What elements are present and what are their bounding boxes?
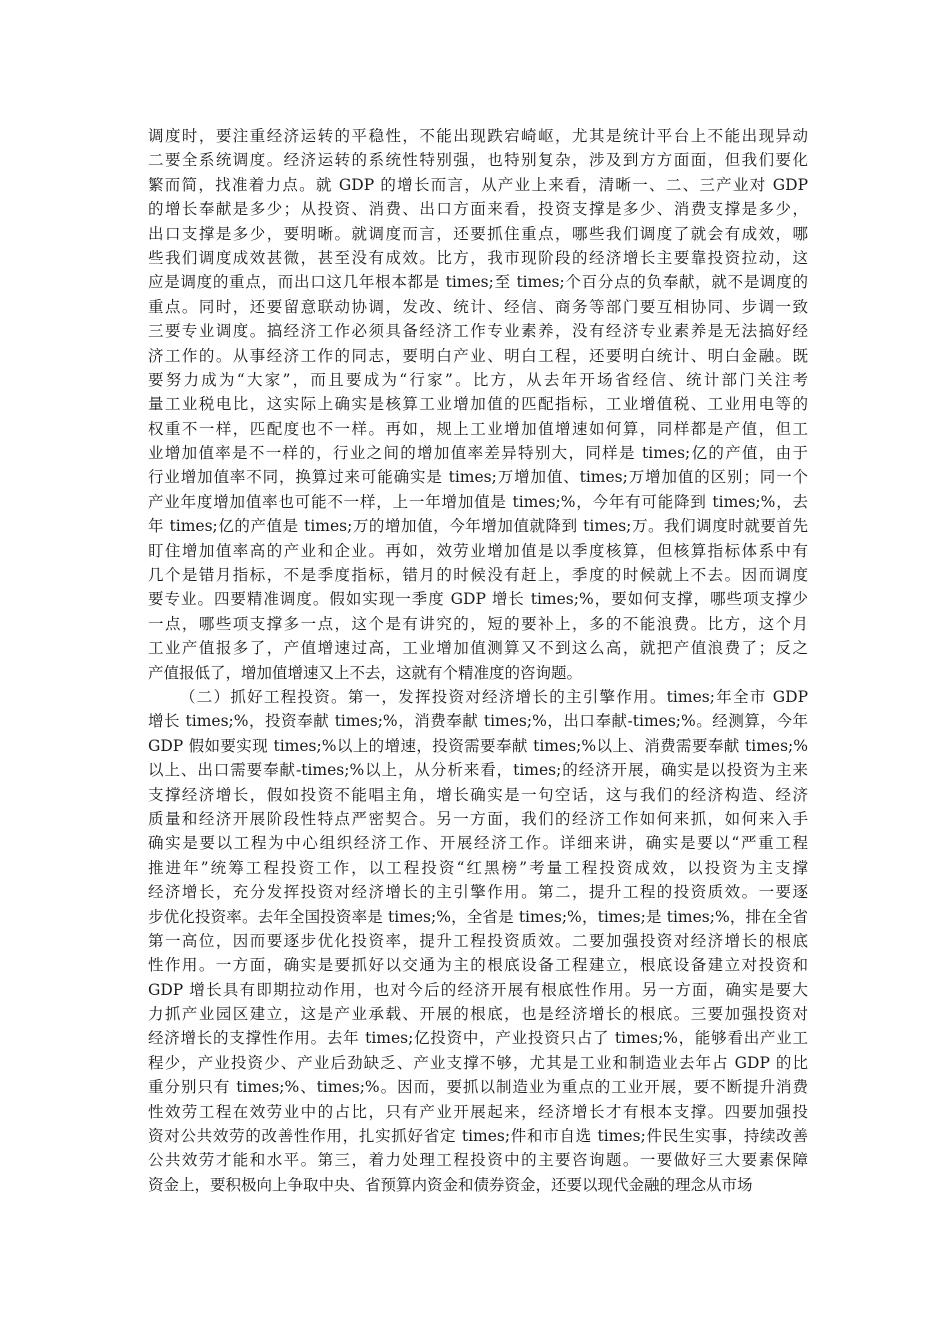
text-line: 资对公共效劳的改善性作用，扎实抓好省定 times;件和市自选 times;件民生实事，持续改善 (148, 1127, 808, 1146)
text-line: 经济增长，充分发挥投资对经济增长的主引擎作用。第二，提升工程的投资质效。一要逐 (148, 883, 808, 902)
text-line: 繁而简，找准着力点。就 GDP 的增长而言，从产业上来看，清晰一、二、三产业对 GDP (148, 175, 808, 194)
text-line: 重分别只有 times;%、times;%。因而，要抓以制造业为重点的工业开展，要不断提升消费 (148, 1078, 808, 1097)
text-line: 业增加值率是不一样的，行业之间的增加值率差异特别大，同样是 times;亿的产值，由于 (148, 444, 808, 463)
text-line: 量工业税电比，这实际上确实是核算工业增加值的匹配指标，工业增值税、工业用电等的 (148, 395, 808, 414)
text-line: 行业增加值率不同，换算过来可能确实是 times;万增加值、times;万增加值的区别；同一个 (148, 468, 808, 487)
text-line: 性作用。一方面，确实是要抓好以交通为主的根底设备工程建立，根底设备建立对投资和 (148, 956, 808, 975)
text-line: 经济增长的支撑性作用。去年 times;亿投资中，产业投资只占了 times;%，能够看出产业工 (148, 1029, 808, 1048)
text-line: 权重不一样，匹配度也不一样。再如，规上工业增加值增速如何算，同样都是产值，但工 (148, 419, 808, 438)
text-line: 质量和经济开展阶段性特点严密契合。另一方面，我们的经济工作如何来抓，如何来入手 (148, 809, 808, 828)
text-line: 三要专业调度。搞经济工作必须具备经济工作专业素养，没有经济专业素养是无法搞好经 (148, 322, 808, 341)
text-line: 力抓产业园区建立，这是产业承载、开展的根底，也是经济增长的根底。三要加强投资对 (148, 1005, 808, 1024)
text-line: 的增长奉献是多少；从投资、消费、出口方面来看，投资支撑是多少、消费支撑是多少， (148, 200, 808, 219)
text-line: 要专业。四要精准调度。假如实现一季度 GDP 增长 times;%，要如何支撑，哪些项支撑少 (148, 590, 808, 609)
text-line: 性效劳工程在效劳业中的占比，只有产业开展起来，经济增长才有根本支撑。四要加强投 (148, 1102, 808, 1121)
text-line: 年 times;亿的产值是 times;万的增加值，今年增加值就降到 times;万。我们调度时就要首先 (148, 517, 808, 536)
text-line: 确实是要以工程为中心组织经济工作、开展经济工作。详细来讲，确实是要以“严重工程 (148, 834, 808, 853)
document-page (148, 124, 808, 1197)
text-line: 推进年”统筹工程投资工作，以工程投资“红黑榜”考量工程投资成效，以投资为主支撑 (148, 858, 808, 877)
text-line: GDP 假如要实现 times;%以上的增速，投资需要奉献 times;%以上、消费需要奉献 times;% (148, 736, 808, 755)
paragraph-1 (148, 124, 808, 685)
text-line: 应是调度的重点，而出口这几年根本都是 times;至 times;个百分点的负奉献，就不是调度的 (148, 273, 808, 292)
text-line: 些我们调度成效甚微，甚至没有成效。比方，我市现阶段的经济增长主要靠投资拉动，这 (148, 248, 808, 267)
text-line: 资金上，要积极向上争取中央、省预算内资金和债券资金，还要以现代金融的理念从市场 (148, 1175, 753, 1194)
text-line: 出口支撑是多少，要明晰。就调度而言，还要抓住重点，哪些我们调度了就会有成效，哪 (148, 224, 808, 243)
text-line: 重点。同时，还要留意联动协调，发改、统计、经信、商务等部门要互相协同、步调一致 (148, 297, 808, 316)
text-line: 济工作的。从事经济工作的同志，要明白产业、明白工程，还要明白统计、明白金融。既 (148, 346, 808, 365)
text-line: 一点，哪些项支撑多一点，这个是有讲究的，短的要补上，多的不能浪费。比方，这个月 (148, 614, 808, 633)
text-line: 调度时，要注重经济运转的平稳性，不能出现跌宕崎岖，尤其是统计平台上不能出现异动 (148, 127, 808, 145)
text-line: 程少，产业投资少、产业后劲缺乏、产业支撑不够，尤其是工业和制造业去年占 GDP 的比 (148, 1053, 808, 1072)
text-line: （二）抓好工程投资。第一，发挥投资对经济增长的主引擎作用。times;年全市 GDP (180, 687, 808, 706)
text-line: GDP 增长具有即期拉动作用，也对今后的经济开展有根底性作用。另一方面，确实是要大 (148, 980, 808, 999)
text-line: 要努力成为“大家”，而且要成为“行家”。比方，从去年开场省经信、统计部门关注考 (148, 370, 808, 389)
paragraph-2 (148, 685, 808, 1197)
text-line: 步优化投资率。去年全国投资率是 times;%，全省是 times;%，times;是 times;%，排在全省 (148, 907, 808, 926)
text-line: 二要全系统调度。经济运转的系统性特别强，也特别复杂，涉及到方方面面，但我们要化 (148, 151, 808, 170)
text-line: 支撑经济增长，假如投资不能唱主角，增长确实是一句空话，这与我们的经济构造、经济 (148, 785, 808, 804)
text-line: 以上、出口需要奉献-times;%以上，从分析来看，times;的经济开展，确实是以投资为主来 (148, 761, 808, 780)
text-line: 工业产值报多了，产值增速过高，工业增加值测算又不到这么高，就把产值浪费了；反之 (148, 639, 808, 658)
text-line: 产值报低了，增加值增速又上不去，这就有个精准度的咨询题。 (148, 663, 583, 682)
text-line: 产业年度增加值率也可能不一样，上一年增加值是 times;%，今年有可能降到 times;%，去 (148, 492, 808, 511)
text-line: 盯住增加值率高的产业和企业。再如，效劳业增加值是以季度核算，但核算指标体系中有 (148, 541, 808, 560)
text-line: 公共效劳才能和水平。第三，着力处理工程投资中的主要咨询题。一要做好三大要素保障 (148, 1151, 808, 1170)
text-line: 第一高位，因而要逐步优化投资率，提升工程投资质效。二要加强投资对经济增长的根底 (148, 931, 808, 950)
text-line: 增长 times;%，投资奉献 times;%，消费奉献 times;%，出口奉献-times;%。经测算，今年 (148, 712, 808, 731)
text-line: 几个是错月指标，不是季度指标，错月的时候没有赶上，季度的时候就上不去。因而调度 (148, 566, 808, 585)
